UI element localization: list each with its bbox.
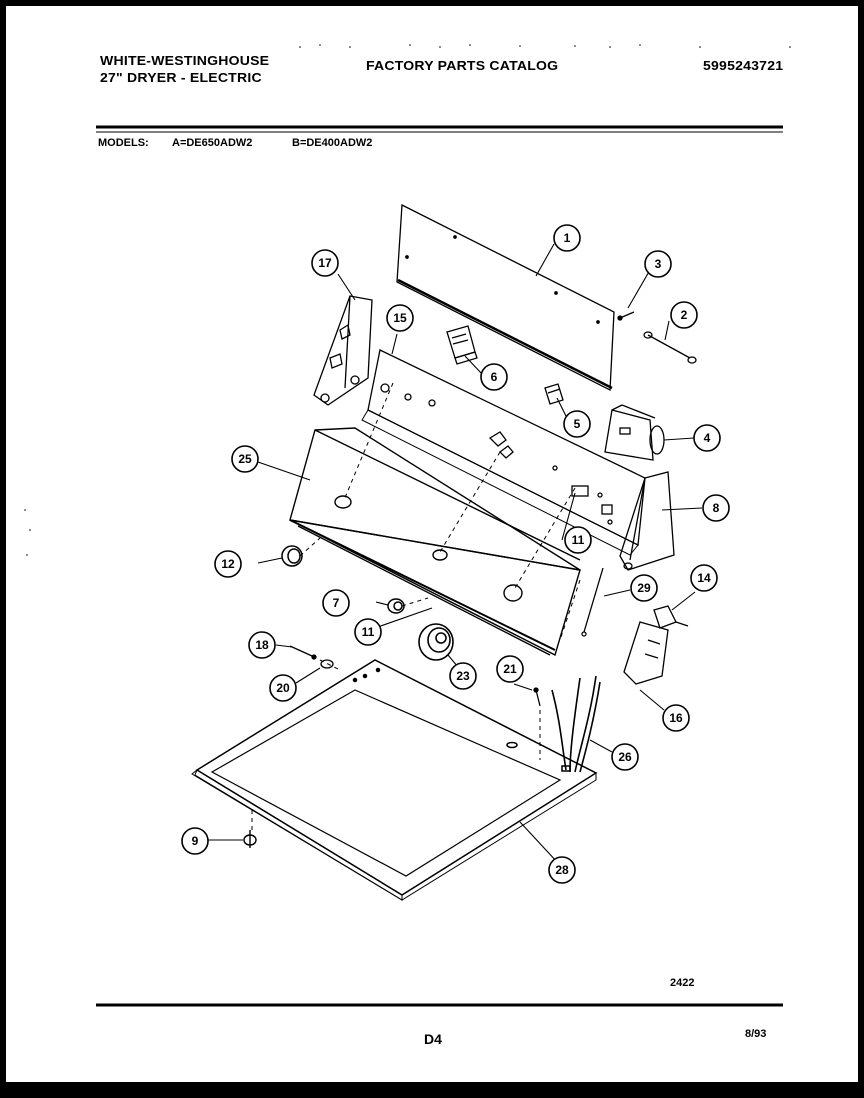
page-number: D4	[424, 1031, 442, 1047]
callout-circles	[182, 225, 729, 883]
alignment-lines	[252, 383, 580, 830]
callout-label: 2	[680, 308, 688, 322]
callout-label: 6	[490, 370, 498, 384]
callout-label: 12	[221, 557, 235, 571]
part-7-knob	[388, 599, 404, 613]
part-2-clip	[644, 332, 696, 363]
part-1-rear-panel	[397, 205, 614, 390]
part-3-screw	[618, 312, 634, 320]
part-6-switch	[447, 326, 477, 364]
part-12-knob	[282, 546, 302, 566]
part-23-timer-knob	[419, 624, 453, 660]
scan-speckles	[24, 44, 791, 556]
part-28-top-panel	[180, 660, 596, 920]
scan-bottom-edge	[0, 1082, 864, 1098]
callout-numbers	[192, 231, 720, 877]
product-name: 27" DRYER - ELECTRIC	[100, 70, 262, 85]
print-date: 8/93	[745, 1028, 767, 1040]
callout-label: 26	[618, 750, 632, 764]
callout-label: 28	[555, 863, 569, 877]
callout-label: 3	[654, 257, 662, 271]
callout-label: 7	[332, 596, 340, 610]
callout-label: 15	[393, 311, 407, 325]
callout-label: 16	[669, 711, 683, 725]
callout-label: 8	[712, 501, 720, 515]
callout-label: 20	[276, 681, 290, 695]
callout-label: 29	[637, 581, 651, 595]
part-5-switch	[545, 384, 563, 404]
part-25-console	[290, 428, 580, 655]
model-b: B=DE400ADW2	[292, 137, 373, 149]
part-21-screw	[534, 688, 540, 706]
part-14-switch	[654, 606, 688, 628]
callout-label: 1	[563, 231, 571, 245]
catalog-number: 5995243721	[703, 58, 784, 73]
figure-code: 2422	[670, 977, 695, 989]
part-26-harness	[552, 676, 600, 772]
callout-label: 17	[318, 256, 332, 270]
callout-label: 23	[456, 669, 470, 683]
callout-label: 21	[503, 662, 517, 676]
catalog-title: FACTORY PARTS CATALOG	[366, 58, 559, 73]
scan-border	[3, 3, 861, 1095]
brand-name: WHITE-WESTINGHOUSE	[100, 53, 270, 68]
part-4-timer	[605, 405, 664, 460]
callout-label: 18	[255, 638, 269, 652]
callout-label: 11	[361, 625, 375, 639]
part-8-right-endcap	[620, 472, 674, 570]
part-16-bracket	[624, 622, 668, 684]
callout-label: 11	[571, 533, 585, 547]
callout-label: 14	[697, 571, 711, 585]
part-29-screw	[582, 568, 603, 636]
part-18-screw	[290, 646, 316, 659]
part-17-left-endcap	[314, 296, 372, 405]
model-a: A=DE650ADW2	[172, 137, 253, 149]
callout-label: 5	[573, 417, 581, 431]
part-9-foot	[244, 830, 256, 848]
callout-label: 25	[238, 452, 252, 466]
models-label: MODELS:	[98, 137, 149, 149]
callout-label: 9	[191, 834, 199, 848]
callout-label: 4	[703, 431, 711, 445]
